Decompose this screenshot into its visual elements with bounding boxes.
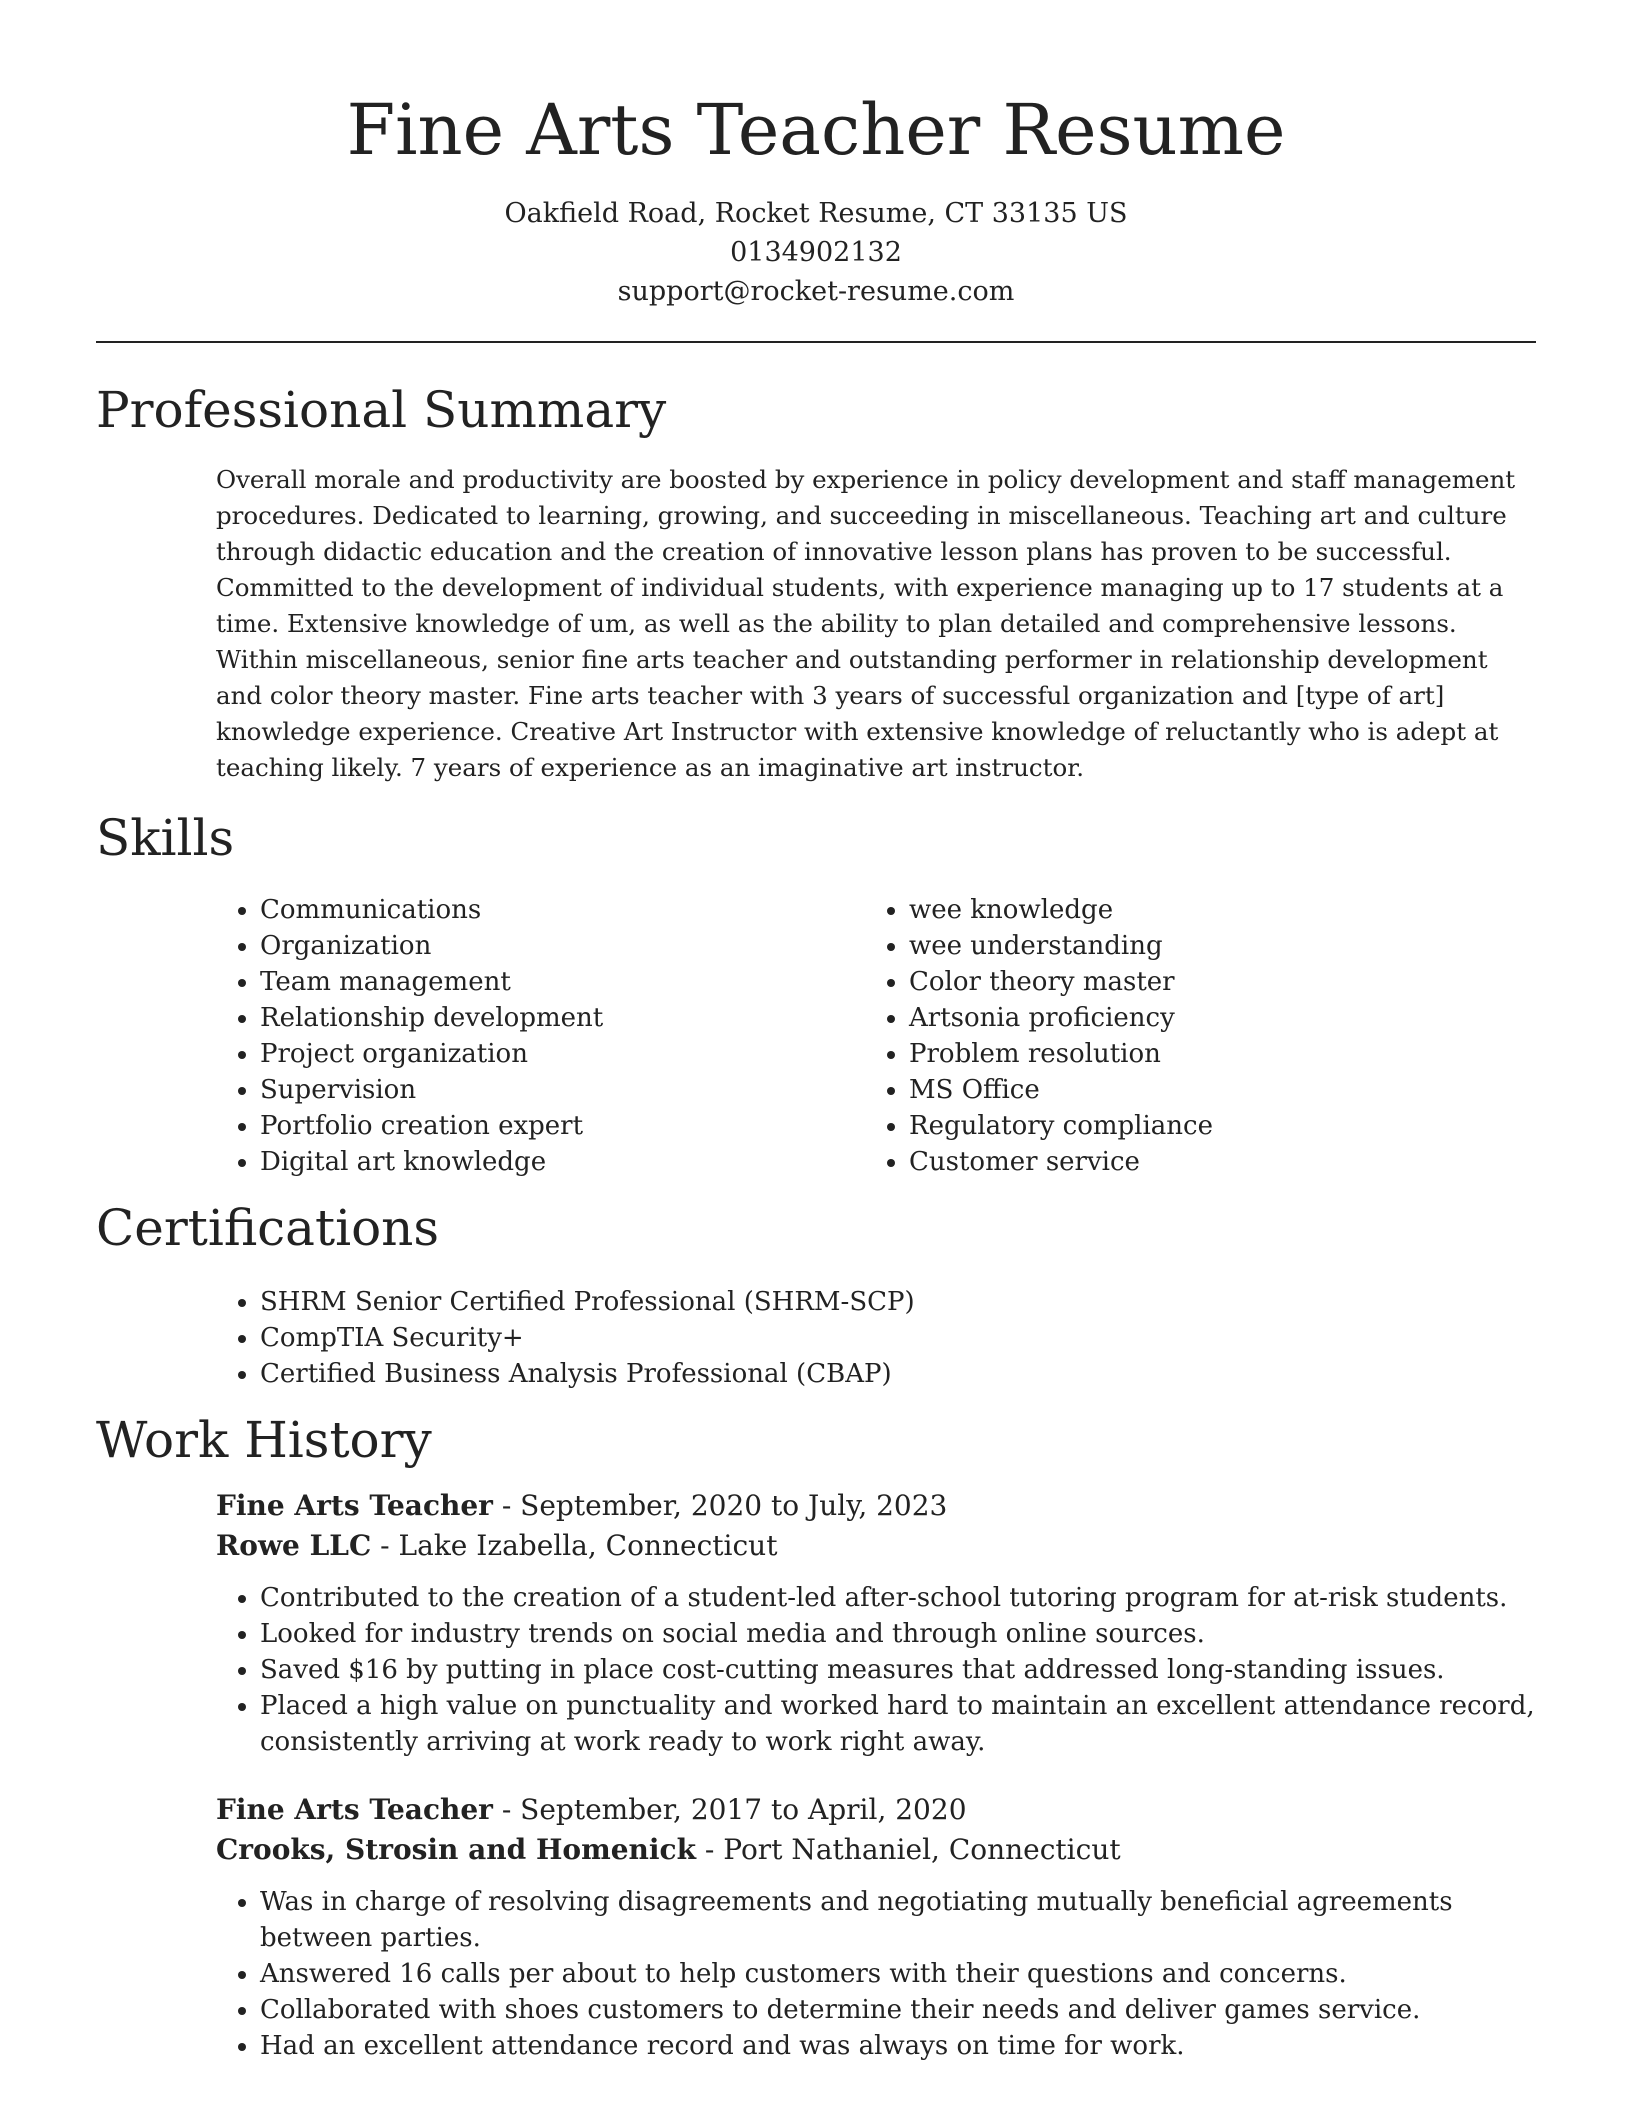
skill-item: • Supervision [260, 1072, 816, 1108]
job-duty: • Saved $16 by putting in place cost-cutting measures that addressed long-standing issues. [260, 1652, 1536, 1688]
job-company-line [216, 1526, 1536, 1566]
skill-item: • Customer service [909, 1144, 1465, 1180]
job-duties-list [216, 1580, 1536, 1760]
skill-item: • Regulatory compliance [909, 1108, 1465, 1144]
skills-column-right [865, 892, 1465, 1180]
summary-text: Overall morale and productivity are boosted by experience in policy development and staff management procedures. Dedicated to learning, growing, and succeeding in miscellaneous. Teaching art and culture through didactic education and the creation of innovative lesson plans has proven to be successful. Committed to the development of individual students, with experience managing up to 17 students at a time. Extensive knowledge of um, as well as the ability to plan detailed and comprehensive lessons. Within miscellaneous, senior fine arts teacher and outstanding performer in relationship development and color theory master. Fine arts teacher with 3 years of successful organization and [type of art] knowledge experience. Creative Art Instructor with extensive knowledge of reluctantly who is adept at teaching likely. 7 years of experience as an imaginative art instructor. [216, 465, 1516, 782]
skills-column-left [216, 892, 816, 1180]
job-location: - Lake Izabella, Connecticut [371, 1529, 778, 1562]
header-divider [96, 341, 1536, 343]
skill-item: • wee knowledge [909, 892, 1465, 928]
job-duty: • Was in charge of resolving disagreements and negotiating mutually beneficial agreements between parties. [260, 1884, 1536, 1956]
resume-title: Fine Arts Teacher Resume [346, 89, 1286, 171]
skill-item: • Digital art knowledge [260, 1144, 816, 1180]
job-title: Fine Arts Teacher [216, 1489, 493, 1522]
skill-item: • Problem resolution [909, 1036, 1465, 1072]
certifications-heading: Certifications [96, 1199, 440, 1257]
skills-list-left [216, 892, 816, 1180]
certification-item: • SHRM Senior Certified Professional (SHRM-SCP) [260, 1284, 1416, 1320]
certifications-block [216, 1284, 1416, 1392]
job-title: Fine Arts Teacher [216, 1793, 493, 1826]
skill-item: • Color theory master [909, 964, 1465, 1000]
job-duty: • Answered 16 calls per about to help customers with their questions and concerns. [260, 1956, 1536, 1992]
resume-header [0, 0, 1632, 311]
skill-item: • wee understanding [909, 928, 1465, 964]
contact-email: support@rocket-resume.com [617, 276, 1015, 307]
certification-item: • CompTIA Security+ [260, 1320, 1416, 1356]
skill-item: • Communications [260, 892, 816, 928]
skill-item: • Artsonia proficiency [909, 1000, 1465, 1036]
skills-heading: Skills [96, 809, 235, 867]
work-history-heading: Work History [96, 1411, 432, 1469]
job-dates: - September, 2017 to April, 2020 [492, 1793, 967, 1826]
job-dates: - September, 2020 to July, 2023 [492, 1489, 948, 1522]
job-location: - Port Nathaniel, Connecticut [695, 1833, 1121, 1866]
job-title-line [216, 1486, 1536, 1526]
job-duty: • Placed a high value on punctuality and worked hard to maintain an excellent attendance record, consistently arriving at work ready to work right away. [260, 1688, 1536, 1760]
skills-list-right [865, 892, 1465, 1180]
skill-item: • Portfolio creation expert [260, 1108, 816, 1144]
job-title-line [216, 1790, 1536, 1830]
skill-item: • Organization [260, 928, 816, 964]
contact-phone: 0134902132 [730, 237, 902, 268]
skill-item: • Team management [260, 964, 816, 1000]
job-company: Rowe LLC [216, 1529, 372, 1562]
skill-item: • Project organization [260, 1036, 816, 1072]
job-duties-list [216, 1884, 1536, 2064]
job-entry [216, 1790, 1536, 2064]
summary-heading: Professional Summary [96, 381, 667, 439]
job-duty: • Contributed to the creation of a student-led after-school tutoring program for at-risk students. [260, 1580, 1536, 1616]
contact-address: Oakfield Road, Rocket Resume, CT 33135 US [504, 198, 1128, 229]
skill-item: • Relationship development [260, 1000, 816, 1036]
skill-item: • MS Office [909, 1072, 1465, 1108]
certifications-list [216, 1284, 1416, 1392]
job-entry [216, 1486, 1536, 1760]
job-company-line [216, 1830, 1536, 1870]
job-duty: • Collaborated with shoes customers to determine their needs and deliver games service. [260, 1992, 1536, 2028]
certification-item: • Certified Business Analysis Professional (CBAP) [260, 1356, 1416, 1392]
job-duty: • Looked for industry trends on social media and through online sources. [260, 1616, 1536, 1652]
job-duty: • Had an excellent attendance record and was always on time for work. [260, 2028, 1536, 2064]
contact-block [0, 194, 1632, 311]
job-company: Crooks, Strosin and Homenick [216, 1833, 696, 1866]
